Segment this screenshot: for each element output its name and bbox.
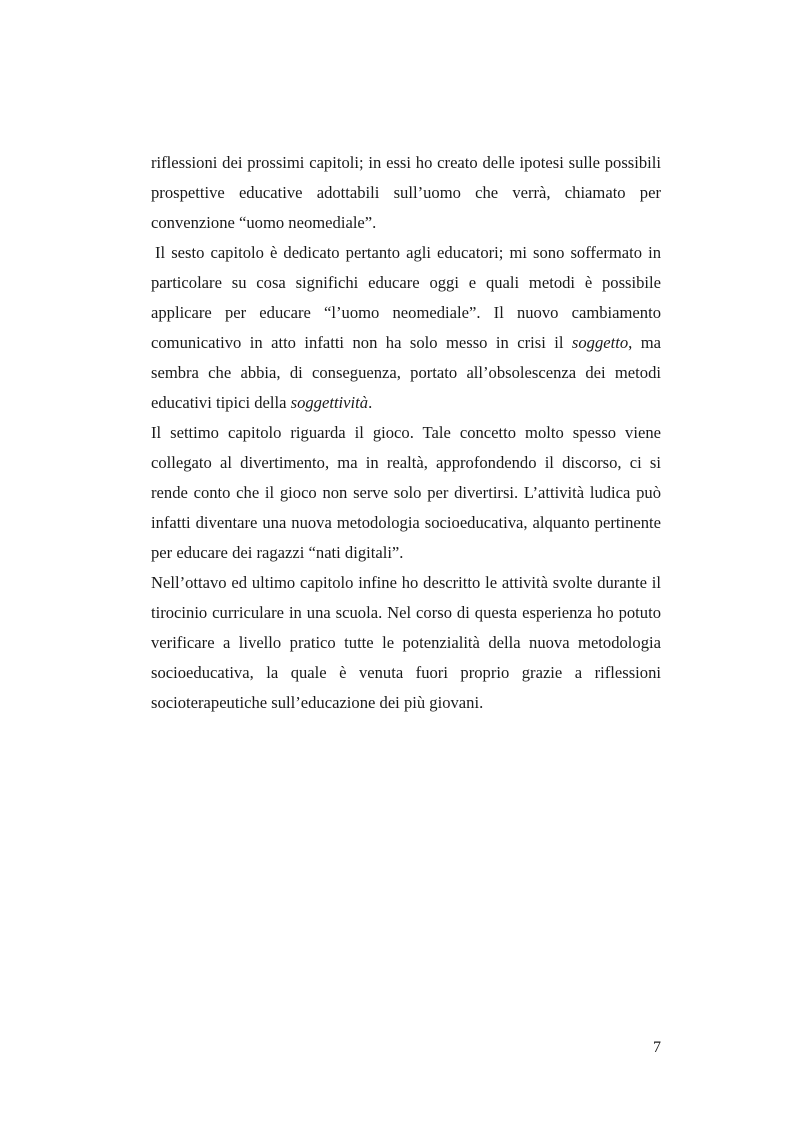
term-soggettivita: soggettività — [290, 393, 369, 412]
paragraph-2-text-b: , ma sembra che abbia, di conseguenza, portato all’obsolescenza dei metodi educativi tipici della — [151, 333, 661, 412]
paragraph-2 — [151, 238, 661, 418]
term-soggetto: soggetto — [571, 333, 629, 352]
paragraph-1 — [151, 148, 661, 238]
paragraph-4 — [151, 568, 661, 718]
paragraph-4-text: Nell’ottavo ed ultimo capitolo infine ho descritto le attività svolte durante il tirocinio curriculare in una scuola. Nel corso di questa esperienza ho potuto verificare a livello pratico tutte le potenzialità della nuova metodologia socioeducativa, la quale è venuta fuori proprio grazie a riflessioni socioterapeutiche sull’educazione dei più giovani. — [151, 573, 661, 712]
paragraph-2-text-c: . — [368, 393, 373, 412]
paragraph-1-text: riflessioni dei prossimi capitoli; in essi ho creato delle ipotesi sulle possibili prospettive educative adottabili sull’uomo che verrà, chiamato per convenzione “uomo neomediale”. — [151, 153, 661, 232]
paragraph-3 — [151, 418, 661, 568]
body-text — [151, 148, 661, 718]
paragraph-2-text-a: Il sesto capitolo è dedicato pertanto agli educatori; mi sono soffermato in particolare su cosa significhi educare oggi e quali metodi è possibile applicare per educare “l’uomo neomediale”. Il nuovo cambiamento comunicativo in atto infatti non ha solo messo in crisi il — [151, 243, 661, 352]
paragraph-3-text: Il settimo capitolo riguarda il gioco. Tale concetto molto spesso viene collegato al divertimento, ma in realtà, approfondendo il discorso, ci si rende conto che il gioco non serve solo per divertirsi. L’attività ludica può infatti diventare una nuova metodologia socioeducativa, alquanto pertinente per educare dei ragazzi “nati digitali”. — [151, 423, 661, 562]
page-number: 7 — [653, 1039, 661, 1056]
